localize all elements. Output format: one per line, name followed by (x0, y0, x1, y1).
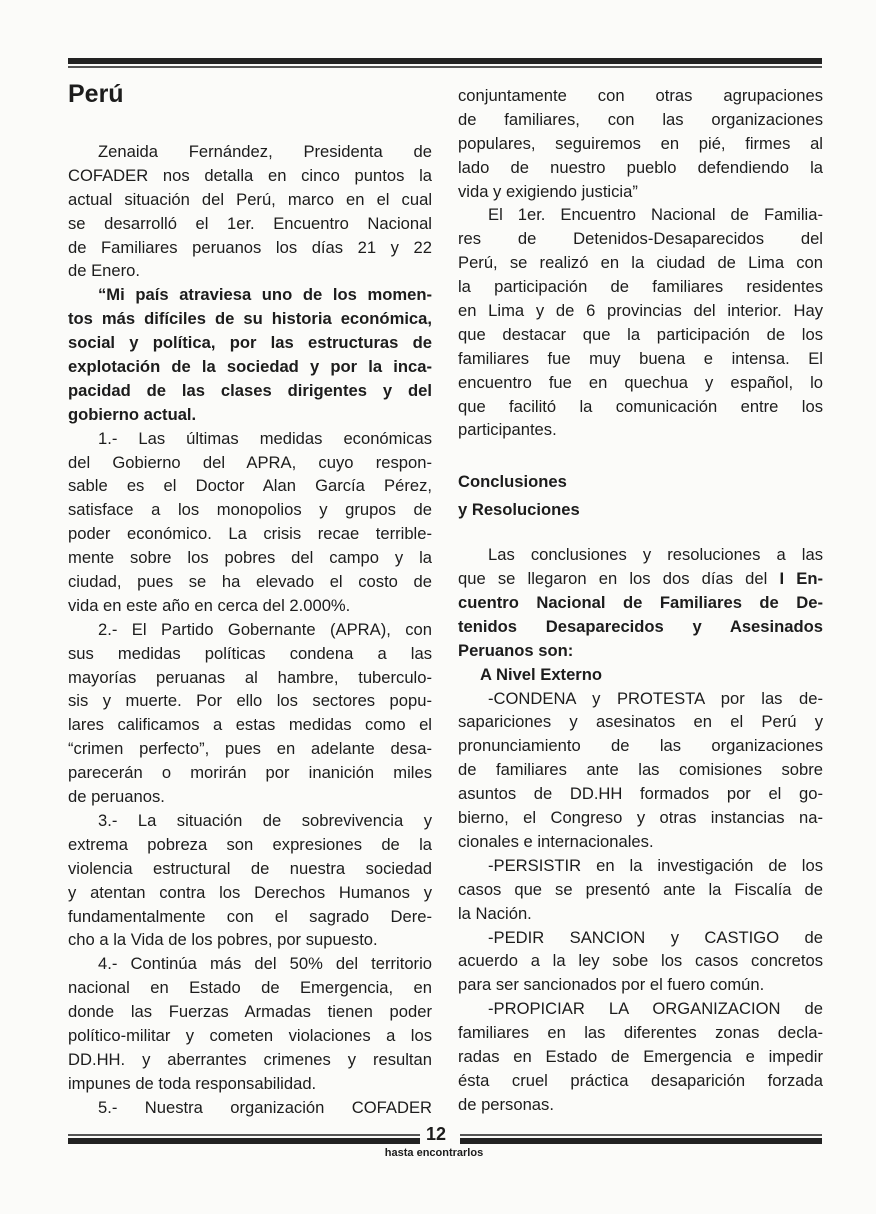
bottom-rule-thin-left (68, 1134, 420, 1136)
text-line: sus medidas políticas condena a las (68, 643, 432, 663)
text-line: cuentro Nacional de Familiares de De- (458, 593, 823, 613)
text-line: de Enero. (68, 261, 140, 281)
paragraph (458, 926, 823, 998)
text-line (458, 567, 823, 591)
paragraph (458, 687, 823, 854)
text-line: sable es el Doctor Alan García Pérez, (68, 476, 432, 496)
text-span-bold: I En- (779, 569, 824, 589)
paragraph (458, 203, 823, 442)
text-line: “Mi país atraviesa uno de los momen- (98, 285, 432, 305)
text-line: sis y muerte. Por ello los sectores popu- (68, 691, 432, 711)
text-line: 3.- La situación de sobrevivencia y (98, 810, 432, 830)
text-line: la Nación. (458, 903, 532, 923)
text-line: vida y exigiendo justicia” (458, 181, 638, 201)
text-line: conjuntamente con otras agrupaciones (458, 86, 823, 105)
text-line: ésta cruel práctica desaparición forzada (458, 1070, 823, 1090)
text-line: se desarrolló el 1er. Encuentro Nacional (68, 213, 432, 233)
text-line: en Lima y de 6 provincias del interior. Hay (458, 301, 823, 321)
text-line: extrema pobreza son expresiones de la (68, 834, 432, 854)
text-line: que facilitó la comunicación entre los (458, 396, 823, 416)
text-line: casos que se presentó ante la Fiscalía de (458, 879, 823, 899)
subheading: A Nivel Externo (480, 664, 603, 684)
paragraph (68, 427, 432, 618)
text-line: del Gobierno del APRA, cuyo respon- (68, 452, 432, 472)
paragraph (458, 84, 823, 203)
page-number: 12 (426, 1124, 447, 1144)
text-line: Las conclusiones y resoluciones a las (488, 545, 823, 565)
text-line: para ser sancionados por el fuero común. (458, 975, 765, 995)
paragraph (68, 618, 432, 809)
paragraph (68, 952, 432, 1095)
bottom-rule-thick-left (68, 1138, 420, 1144)
text-line: explotación de la sociedad y por la inca- (68, 357, 432, 377)
section-heading: y Resoluciones (458, 500, 580, 520)
page-title: Perú (68, 80, 124, 108)
text-line: parecerán o morirán por inanición miles (68, 763, 432, 783)
text-line: -PEDIR SANCION y CASTIGO de (488, 927, 823, 947)
text-line: familiares fue muy buena e intensa. El (458, 348, 823, 368)
text-line: 5.- Nuestra organización COFADER (98, 1097, 432, 1117)
text-line: y atentan contra los Derechos Humanos y (68, 882, 432, 902)
text-line: la participación de familiares residentes (458, 277, 823, 297)
text-line: familiares en las diferentes zonas decla- (458, 1023, 823, 1043)
text-line: pronunciamiento de las organizaciones (458, 736, 823, 756)
conclusiones-intro (458, 543, 823, 662)
text-line: que destacar que la participación de los (458, 324, 823, 344)
text-line: encuentro fue en quechua y español, lo (458, 372, 823, 392)
text-line: radas en Estado de Emergencia e impedir (458, 1046, 823, 1066)
text-line: de peruanos. (68, 787, 165, 807)
text-line: político-militar y cometen violaciones a los (68, 1025, 432, 1045)
text-line: mente sobre los pobres del campo y la (68, 548, 432, 568)
text-line: -PROPICIAR LA ORGANIZACION de (488, 999, 823, 1019)
paragraph (458, 854, 823, 926)
text-line: cho a la Vida de los pobres, por supuesto. (68, 930, 378, 950)
text-line: DD.HH. y aberrantes crimenes y resultan (68, 1049, 432, 1069)
text-line: lado de nuestro pueblo defendiendo la (458, 157, 823, 177)
bottom-rule-thick-right (460, 1138, 822, 1144)
publication-name: hasta encontrarlos (384, 1147, 484, 1159)
text-line: COFADER nos detalla en cinco puntos la (68, 165, 432, 185)
text-line: 1.- Las últimas medidas económicas (98, 428, 432, 448)
text-line: mayorías peruanas al hambre, tuberculo- (68, 667, 432, 687)
text-line: acuerdo a la ley sobe los casos concretos (458, 951, 823, 971)
text-line: -CONDENA y PROTESTA por las de- (488, 688, 823, 708)
paragraph (68, 1096, 432, 1120)
text-line: participantes. (458, 420, 557, 440)
text-line: “crimen perfecto”, pues en adelante desa- (68, 739, 432, 759)
resolutions-list (458, 687, 823, 1117)
text-line: gobierno actual. (68, 404, 197, 424)
text-line: de familiares ante las comisiones sobre (458, 760, 823, 780)
text-line: de personas. (458, 1094, 554, 1114)
right-column (458, 84, 823, 1117)
text-line: populares, seguiremos en pié, firmes al (458, 133, 823, 153)
text-line: poder económico. La crisis recae terrible- (68, 524, 432, 544)
text-line: pacidad de las clases dirigentes y del (68, 380, 432, 400)
encuentro-paragraph (458, 203, 823, 442)
text-line: 4.- Continúa más del 50% del territorio (98, 954, 432, 974)
text-line: Perú, se realizó en la ciudad de Lima con (458, 253, 823, 273)
text-line: asuntos de DD.HH formados por el go- (458, 784, 823, 804)
text-line: violencia estructural de nuestra sociedad (68, 858, 432, 878)
top-rule-thin (68, 66, 822, 68)
text-line: lares calificamos a estas medidas como el (68, 715, 432, 735)
text-line: -PERSISTIR en la investigación de los (488, 855, 823, 875)
text-line: vida en este año en cerca del 2.000%. (68, 595, 351, 615)
text-line: bierno, el Congreso y otras instancias na- (458, 808, 823, 828)
text-line: impunes de toda responsabilidad. (68, 1073, 317, 1093)
paragraph (68, 283, 432, 426)
text-line: nacional en Estado de Emergencia, en (68, 978, 432, 998)
text-line: tenidos Desaparecidos y Asesinados (458, 616, 823, 636)
bottom-rule-thin-right (460, 1134, 822, 1136)
text-line: de familiares, con las organizaciones (458, 109, 823, 129)
paragraph (68, 809, 432, 952)
text-line: donde las Fuerzas Armadas tienen poder (68, 1002, 432, 1022)
text-line: res de Detenidos-Desaparecidos del (458, 229, 823, 249)
text-line: Peruanos son: (458, 640, 574, 660)
text-line: actual situación del Perú, marco en el cual (68, 189, 432, 209)
footer-publication (0, 1147, 876, 1159)
text-line: cionales e internacionales. (458, 831, 654, 851)
left-column (68, 140, 432, 1120)
text-line: ciudad, pues se ha elevado el costo de (68, 572, 432, 592)
text-line: El 1er. Encuentro Nacional de Familia- (488, 205, 823, 225)
text-line: de Familiares peruanos los días 21 y 22 (68, 237, 432, 257)
paragraph (68, 140, 432, 283)
top-rule-thick (68, 58, 822, 64)
text-span: que se llegaron en los dos días del (458, 569, 780, 589)
text-line: fundamentalmente con el sagrado Dere- (68, 906, 432, 926)
section-heading: Conclusiones (458, 472, 567, 492)
text-line: satisface a los monopolios y grupos de (68, 500, 432, 520)
text-line: sapariciones y asesinatos en el Perú y (458, 712, 823, 732)
paragraph (458, 997, 823, 1116)
text-line: tos más difíciles de su historia económica, (68, 309, 432, 329)
continuation-paragraph (458, 84, 823, 203)
text-line: 2.- El Partido Gobernante (APRA), con (98, 619, 432, 639)
text-line: social y política, por las estructuras de (68, 333, 432, 353)
text-line: Zenaida Fernández, Presidenta de (98, 142, 432, 161)
